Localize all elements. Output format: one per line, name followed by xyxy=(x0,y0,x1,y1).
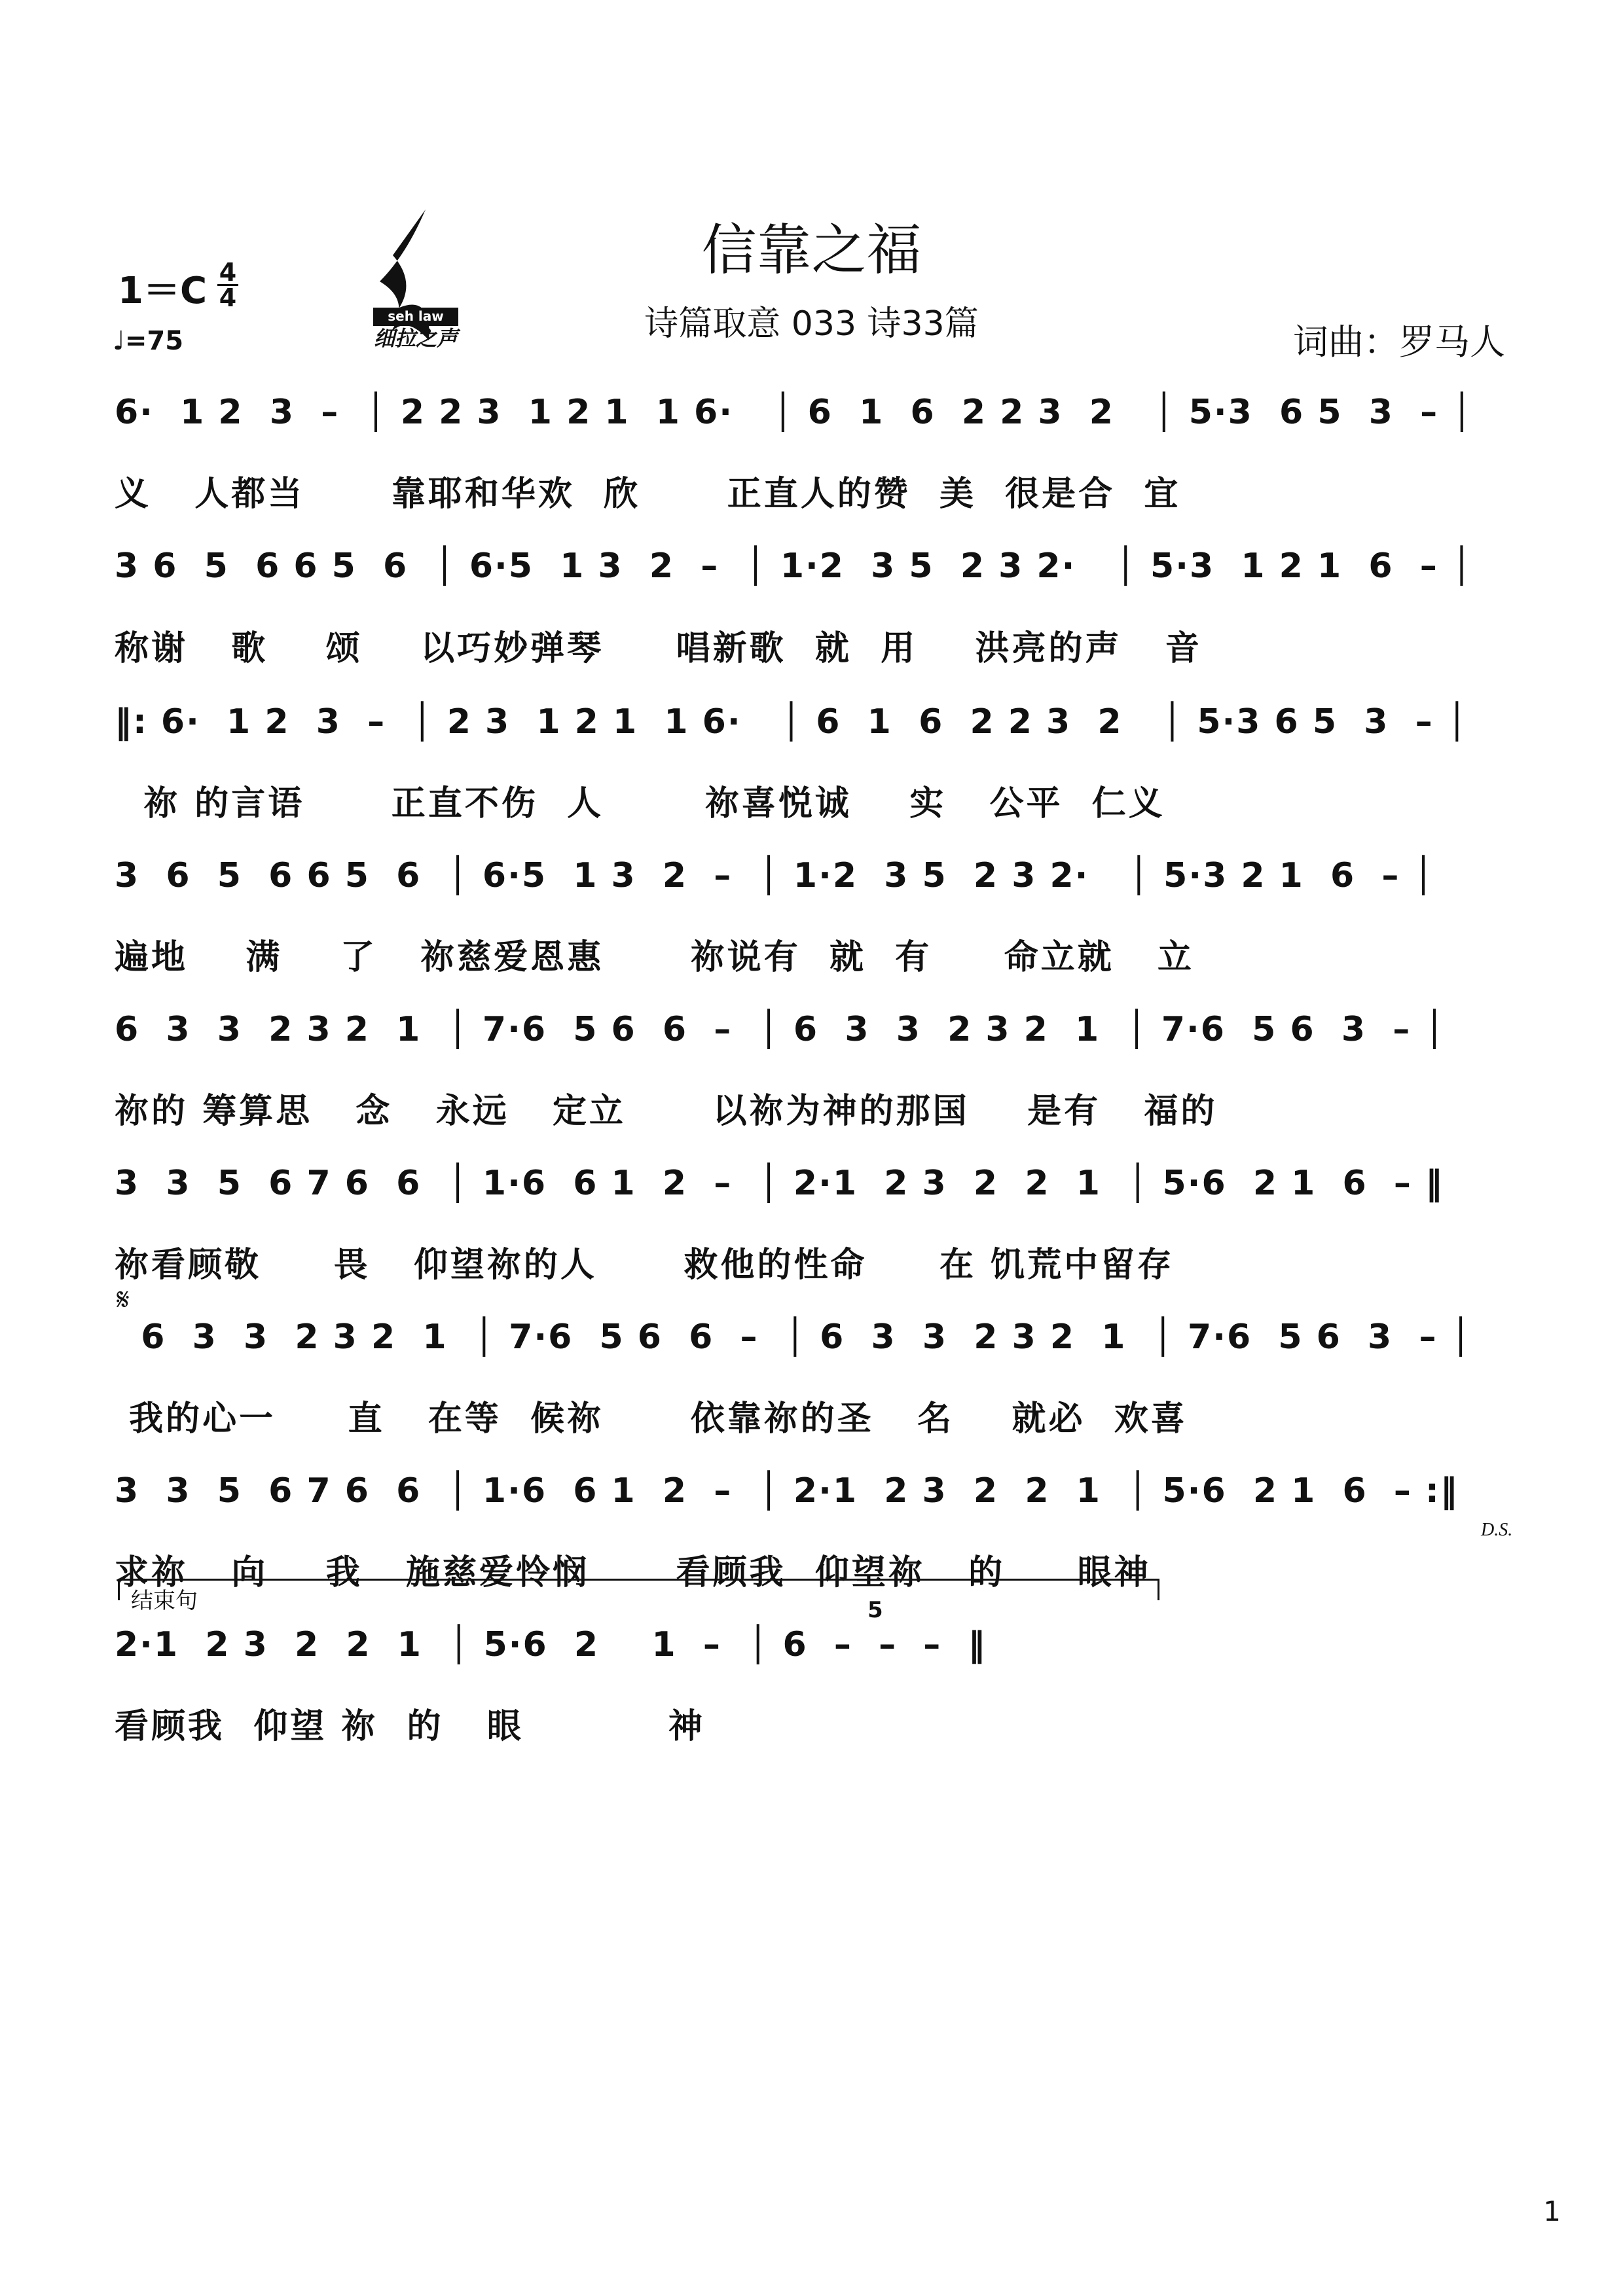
time-signature xyxy=(215,260,241,310)
notation-line-5: 6 3 3 2 3 2 1 │ 7·6 5 6 6 – │ 6 3 3 2 3 2 1 │ 7·6 5 6 3 – │ xyxy=(115,1010,1446,1049)
notation-line-9: 2·1 2 3 2 2 1 │ 5·6 2 1 – │ 6 – – – ‖ xyxy=(115,1625,987,1664)
fermata-count: 5 xyxy=(867,1597,883,1623)
lyrics-line-9: 看顾我 仰望 祢 的 眼 神 xyxy=(115,1707,705,1746)
time-signature-top: 4 xyxy=(219,258,237,287)
song-title: 信靠之福 xyxy=(701,218,922,282)
key-signature xyxy=(118,262,207,314)
lyrics-line-7: 我的心一 直 在等 候祢 依靠祢的圣 名 就必 欢喜 xyxy=(115,1399,1188,1439)
lyrics-line-6: 祢看顾敬 畏 仰望祢的人 救他的性命 在 饥荒中留存 xyxy=(115,1246,1175,1285)
composer-credit: 词曲：罗马人 xyxy=(1293,321,1505,363)
lyrics-line-8: 求祢 向 我 施慈爱怜悯 看顾我 仰望祢 的 眼神 xyxy=(115,1553,1151,1592)
lyrics-line-5: 祢的 筹算思 念 永远 定立 以祢为神的那国 是有 福的 xyxy=(115,1092,1218,1131)
tempo-mark: ♩=75 xyxy=(113,326,184,356)
ending-label: 结束句 xyxy=(131,1588,198,1614)
page-number: 1 xyxy=(1543,2195,1561,2227)
notation-line-8: 3 3 5 6 7 6 6 │ 1·6 6 1 2 – │ 2·1 2 3 2 2 1 │ 5·6 2 1 6 – :‖ xyxy=(115,1471,1459,1511)
notation-line-6: 3 3 5 6 7 6 6 │ 1·6 6 1 2 – │ 2·1 2 3 2 2 1 │ 5·6 2 1 6 – ‖ xyxy=(115,1164,1444,1203)
lyrics-line-4: 遍地 满 了 祢慈爱恩惠 祢说有 就 有 命立就 立 xyxy=(115,938,1195,977)
lyrics-line-2: 称谢 歌 颂 以巧妙弹琴 唱新歌 就 用 洪亮的声 音 xyxy=(115,629,1202,668)
logo-name: seh law xyxy=(388,308,444,324)
song-subtitle: 诗篇取意 033 诗33篇 xyxy=(644,304,979,344)
ds-mark: D.S. xyxy=(1481,1520,1513,1540)
notation-line-7: 6 3 3 2 3 2 1 │ 7·6 5 6 6 – │ 6 3 3 2 3 2 1 │ 7·6 5 6 3 – │ xyxy=(115,1318,1472,1357)
logo-caption: 细拉之声 xyxy=(373,326,458,351)
notation-line-4: 3 6 5 6 6 5 6 │ 6·5 1 3 2 – │ 1·2 3 5 2 3 2· │ 5·3 2 1 6 – │ xyxy=(115,856,1435,895)
notation-line-3: ‖: 6· 1 2 3 – │ 2 3 1 2 1 1 6· │ 6 1 6 2 2 3 2 │ 5·3 6 5 3 – │ xyxy=(115,702,1469,742)
lyrics-line-3: 祢 的言语 正直不伤 人 祢喜悦诚 实 公平 仁义 xyxy=(115,784,1165,823)
segno-sign: 𝄋 xyxy=(117,1282,130,1317)
notation-line-2: 3 6 5 6 6 5 6 │ 6·5 1 3 2 – │ 1·2 3 5 2 3 2· │ 5·3 1 2 1 6 – │ xyxy=(115,547,1474,586)
lyrics-line-1: 义 人都当 靠耶和华欢 欣 正直人的赞 美 很是合 宜 xyxy=(115,475,1181,514)
key-text: 1＝C xyxy=(118,270,208,312)
ending-bracket xyxy=(118,1579,1159,1600)
notation-line-1: 6· 1 2 3 – │ 2 2 3 1 2 1 1 6· │ 6 1 6 2 2 3 2 │ 5·3 6 5 3 – │ xyxy=(115,393,1474,432)
time-signature-bottom: 4 xyxy=(219,283,237,312)
